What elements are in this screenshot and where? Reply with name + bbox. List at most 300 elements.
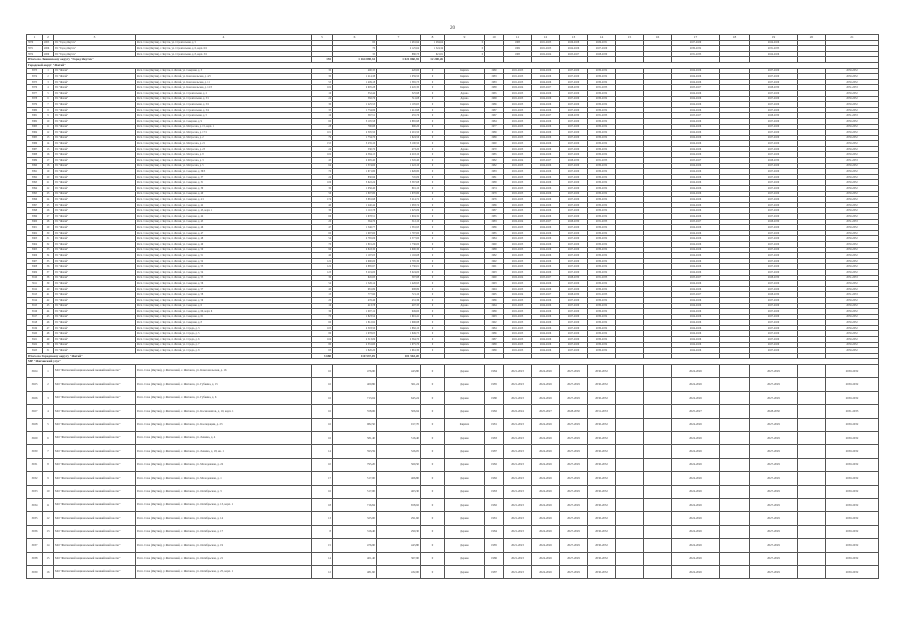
period-3: 2027-2029: [560, 445, 588, 458]
wall-material: Кирпич: [445, 230, 485, 236]
period-2: 2024-2026: [532, 314, 560, 320]
value: 0: [421, 152, 445, 158]
empty-cell: [644, 431, 672, 444]
wall-material: Кирпич: [445, 247, 485, 253]
period-2: 2024-2026: [532, 146, 560, 152]
build-year: 1974: [485, 186, 504, 192]
period-1: 2022-2024: [504, 219, 532, 225]
period-3: 2027-2029: [560, 191, 588, 197]
build-year: 1986: [485, 331, 504, 337]
period-3: 2027-2029: [560, 472, 588, 485]
municipality: ГО "Жатай": [54, 275, 136, 281]
build-year: 1967: [485, 113, 504, 119]
address: Респ. Саха (Якутия), г. Якутск, п. Жатай, ул. Северная, д. 37: [136, 174, 312, 180]
total-area: 795,20: [333, 458, 377, 471]
total-area: 1 820,20: [333, 348, 377, 354]
period-7: 2030-2032: [826, 247, 879, 253]
municipality: ГО "Жатай": [54, 186, 136, 192]
build-year: 1989: [485, 309, 504, 315]
empty-cell: [644, 405, 672, 418]
build-year: 1993: [485, 314, 504, 320]
living-area: 2 445,30: [377, 85, 421, 91]
apartments-count: 47: [312, 225, 333, 231]
total-area: 1 526,14: [333, 281, 377, 287]
total-area: 645,83: [333, 275, 377, 281]
row-number: 14: [43, 141, 54, 147]
total-area: 1 734,70: [333, 135, 377, 141]
period-6: 2027-2029: [750, 325, 798, 331]
build-year: 1990: [485, 241, 504, 247]
wall-material: Кирпич: [445, 102, 485, 108]
row-number: 51: [43, 348, 54, 354]
empty-cell: [616, 565, 644, 578]
header-cell: 11: [504, 35, 532, 41]
apartments-count: 20: [312, 297, 333, 303]
wall-material: Кирпич: [445, 320, 485, 326]
empty-cell: [720, 539, 750, 552]
period-3: 2027-2029: [560, 539, 588, 552]
period-7: 2031-2033: [826, 158, 879, 164]
row-number: 18: [43, 163, 54, 169]
municipality: ГО "Жатай": [54, 325, 136, 331]
row-number: 32: [43, 241, 54, 247]
period-5: 2024-2026: [672, 214, 720, 220]
period-1: 2021-2023: [504, 342, 532, 348]
address: Респ. Саха (Якутия), г. Якутск, п. Жатай, ул. Северная, д. 43, корп. 1: [136, 208, 312, 214]
period-4: 2030-2032: [588, 303, 616, 309]
row-id: 3930: [27, 445, 43, 458]
value: 0: [421, 472, 445, 485]
apartments-count: 102: [312, 85, 333, 91]
header-cell: 10: [485, 35, 504, 41]
build-year: 1989: [485, 130, 504, 136]
period-3: 2027-2029: [560, 90, 588, 96]
table-row: [27, 472, 879, 485]
period-2: 2024-2026: [532, 202, 560, 208]
living-area: 432,00: [377, 565, 421, 578]
row-id: 3935: [27, 512, 43, 525]
empty-cell: [720, 365, 750, 378]
municipality: МО "Жиганский национальный эвенкийский наслег": [54, 418, 136, 431]
table-row: [27, 525, 879, 538]
period-6: 2027-2029: [750, 281, 798, 287]
wall-material: Кирпич: [445, 186, 485, 192]
period-5: 2024-2026: [672, 258, 720, 264]
municipality: ГО "Жатай": [54, 68, 136, 74]
living-area: 466,80: [377, 472, 421, 485]
value: 0: [421, 214, 445, 220]
period-7: 2031-2033: [826, 275, 879, 281]
table-row: [27, 458, 879, 471]
period-4: 2030-2032: [588, 118, 616, 124]
build-year: 1988: [485, 180, 504, 186]
period-7: 2030-2032: [826, 241, 879, 247]
row-id: 3913: [27, 292, 43, 298]
period-3: 2027-2029: [560, 214, 588, 220]
apartments-count: 14: [312, 552, 333, 565]
period-3: 2027-2029: [560, 253, 588, 259]
header-cell: 4: [136, 35, 312, 41]
address: Респ. Саха (Якутия), г. Якутск, п. Жатай, ул. Матросова, д. 15, корп. 1: [136, 124, 312, 130]
period-5: 2024-2026: [672, 331, 720, 337]
apartments-count: 66: [312, 214, 333, 220]
empty-cell: [644, 552, 672, 565]
row-id: 3939: [27, 565, 43, 578]
period-1: 2021-2023: [504, 180, 532, 186]
row-number: 4: [43, 405, 54, 418]
period-4: 2030-2032: [588, 202, 616, 208]
address: Респ. Саха (Якутия), у. Жиганский, с. Жиганск, ул. Октябрьская, д. 19: [136, 539, 312, 552]
period-4: 2030-2032: [588, 314, 616, 320]
period-1: 2021-2023: [504, 552, 532, 565]
period-7: 2030-2032: [826, 214, 879, 220]
living-area: 745,09: [377, 174, 421, 180]
apartments-count: 16: [312, 365, 333, 378]
period-2: 2024-2026: [532, 348, 560, 354]
period-6: 2027-2029: [750, 180, 798, 186]
apartments-count: 30: [312, 74, 333, 80]
period-1: 2021-2023: [504, 130, 532, 136]
period-6: 2027-2029: [750, 214, 798, 220]
value: 0: [421, 118, 445, 124]
living-area: 949,60: [377, 309, 421, 315]
period-3: 2027-2029: [560, 241, 588, 247]
period-1: 2021-2023: [504, 431, 532, 444]
living-area: 473,20: [377, 146, 421, 152]
period-7: 2030-2032: [826, 135, 879, 141]
living-area: 1 882,10: [377, 325, 421, 331]
apartments-count: 36: [312, 309, 333, 315]
empty-cell: [720, 485, 750, 498]
table-cell: ГО "Город Якутск": [54, 40, 136, 46]
period-3: 2027-2029: [560, 135, 588, 141]
period-3: 2027-2029: [560, 418, 588, 431]
build-year: 1980: [485, 391, 504, 404]
empty-cell: [644, 472, 672, 485]
row-id: 3933: [27, 485, 43, 498]
period-1: 2021-2023: [504, 331, 532, 337]
period-2: 2024-2026: [532, 320, 560, 326]
row-number: 3: [43, 391, 54, 404]
value: 0: [421, 90, 445, 96]
period-3: 2027-2029: [560, 225, 588, 231]
period-2: 2025-2027: [532, 275, 560, 281]
period-5: 2024-2026: [672, 309, 720, 315]
period-6: 2027-2029: [750, 485, 798, 498]
total-area: 2 513,09: [333, 337, 377, 343]
period-7: 2030-2032: [826, 418, 879, 431]
total-area: 476,46: [333, 297, 377, 303]
period-1: 2021-2023: [504, 337, 532, 343]
table-cell: 1982: [504, 46, 532, 52]
municipality: ГО "Жатай": [54, 208, 136, 214]
build-year: 1979: [485, 191, 504, 197]
municipality: ГО "Жатай": [54, 230, 136, 236]
empty-cell: [644, 565, 672, 578]
wall-material: Дерево: [445, 405, 485, 418]
row-id: 3923: [27, 348, 43, 354]
period-2: 2024-2026: [532, 214, 560, 220]
build-year: 1965: [485, 90, 504, 96]
municipality: ГО "Жатай": [54, 74, 136, 80]
address: Респ. Саха (Якутия), г. Якутск, п. Жатай, ул. Северная, д. 4/1: [136, 197, 312, 203]
header-cell: 2: [43, 35, 54, 41]
build-year: 1976: [485, 197, 504, 203]
period-7: 2030-2032: [826, 378, 879, 391]
period-2: 2024-2026: [532, 264, 560, 270]
period-7: 2030-2032: [826, 130, 879, 136]
period-4: 2030-2032: [588, 342, 616, 348]
empty-cell: [644, 485, 672, 498]
total-area: 530,70: [333, 146, 377, 152]
section-title: Итого по Ленинскому округу "Город Якутск": [27, 57, 312, 63]
period-1: 2021-2023: [504, 90, 532, 96]
wall-material: Кирпич: [445, 107, 485, 113]
address: Респ. Саха (Якутия), г. Якутск, п. Жатай, ул. Северная, д. 31: [136, 180, 312, 186]
period-4: 2030-2032: [588, 337, 616, 343]
value: 0: [421, 264, 445, 270]
period-6: 2027-2029: [750, 225, 798, 231]
empty-cell: [720, 565, 750, 578]
address: Респ. Саха (Якутия), г. Якутск, п. Жатай, ул. Матросова, д. 21: [136, 141, 312, 147]
table-cell: 2031-2033: [750, 46, 798, 52]
period-2: 2024-2026: [532, 253, 560, 259]
row-id: 3888: [27, 152, 43, 158]
build-year: 1985: [485, 230, 504, 236]
municipality: ГО "Жатай": [54, 236, 136, 242]
period-4: 2031-2033: [588, 275, 616, 281]
empty-cell: [644, 418, 672, 431]
row-id: 3875: [27, 79, 43, 85]
living-area: 511,08: [377, 96, 421, 102]
table-row: [27, 405, 879, 418]
row-number: 47: [43, 325, 54, 331]
living-area: 5 214,72: [377, 197, 421, 203]
wall-material: Кирпич: [445, 158, 485, 164]
row-id: 3894: [27, 186, 43, 192]
row-id: 3904: [27, 241, 43, 247]
build-year: 1983: [485, 219, 504, 225]
total-living-area: 101 563,20: [377, 353, 421, 359]
municipality: МО "Жиганский национальный эвенкийский наслег": [54, 378, 136, 391]
municipality: МО "Жиганский национальный эвенкийский наслег": [54, 512, 136, 525]
period-2: 2024-2026: [532, 365, 560, 378]
period-2: 2024-2026: [532, 102, 560, 108]
total-area: 1 214,38: [333, 74, 377, 80]
period-5: 2024-2026: [672, 342, 720, 348]
row-number: 15: [43, 146, 54, 152]
period-5: 2024-2026: [672, 264, 720, 270]
apartments-count: 70: [312, 169, 333, 175]
table-row: [27, 498, 879, 511]
row-number: 8: [43, 107, 54, 113]
empty-cell: [720, 445, 750, 458]
value: 0: [421, 85, 445, 91]
table-cell: 2006: [43, 46, 54, 52]
period-4: 2030-2032: [588, 247, 616, 253]
period-1: 2021-2023: [504, 107, 532, 113]
period-3: 2028-2030: [560, 219, 588, 225]
row-number: 37: [43, 269, 54, 275]
value: 0: [421, 309, 445, 315]
row-id: 3903: [27, 236, 43, 242]
empty-cell: [798, 498, 826, 511]
total-area: 1 110,78: [333, 208, 377, 214]
period-4: 2030-2032: [588, 498, 616, 511]
row-number: 9: [43, 472, 54, 485]
period-6: 2027-2029: [750, 247, 798, 253]
table-row: [27, 485, 879, 498]
living-area: 407,35: [377, 303, 421, 309]
wall-material: Дерево: [445, 146, 485, 152]
period-2: 2024-2026: [532, 107, 560, 113]
row-number: 44: [43, 309, 54, 315]
period-7: 2030-2032: [826, 169, 879, 175]
period-3: 2027-2029: [560, 79, 588, 85]
period-5: 2025-2027: [672, 113, 720, 119]
wall-material: Дерево: [445, 431, 485, 444]
empty-cell: [798, 458, 826, 471]
build-year: 1986: [485, 297, 504, 303]
address: Респ. Саха (Якутия), г. Якутск, п. Жатай, ул. Северная, д. 49: [136, 241, 312, 247]
period-7: 2030-2032: [826, 225, 879, 231]
row-id: 3926: [27, 391, 43, 404]
row-number: 12: [43, 512, 54, 525]
wall-material: Кирпич: [445, 191, 485, 197]
row-number: 17: [43, 158, 54, 164]
row-id: 3907: [27, 258, 43, 264]
table-cell: 1 284,64: [421, 40, 445, 46]
wall-material: Дерево: [445, 391, 485, 404]
apartments-count: 79: [312, 135, 333, 141]
period-3: 2027-2029: [560, 286, 588, 292]
row-number: 34: [43, 253, 54, 259]
header-cell: 18: [720, 35, 750, 41]
empty-cell: [720, 525, 750, 538]
period-3: 2028-2030: [560, 158, 588, 164]
row-number: 30: [43, 230, 54, 236]
municipality: ГО "Жатай": [54, 96, 136, 102]
apartments-count: 70: [312, 314, 333, 320]
period-6: 2027-2029: [750, 141, 798, 147]
period-3: 2027-2029: [560, 365, 588, 378]
build-year: 1982: [485, 405, 504, 418]
wall-material: Кирпич: [445, 236, 485, 242]
empty-cell: [644, 365, 672, 378]
table-cell: 3871: [27, 46, 43, 52]
table-cell: 0: [445, 46, 485, 52]
period-2: 2024-2026: [532, 197, 560, 203]
value: 0: [421, 258, 445, 264]
period-1: 2021-2023: [504, 174, 532, 180]
empty-cell: [644, 525, 672, 538]
period-4: 2030-2032: [588, 102, 616, 108]
period-2: 2024-2026: [532, 309, 560, 315]
period-5: 2024-2026: [672, 552, 720, 565]
period-6: 2027-2029: [750, 552, 798, 565]
period-3: 2027-2029: [560, 247, 588, 253]
period-3: 2028-2030: [560, 113, 588, 119]
row-number: 46: [43, 320, 54, 326]
apartments-count: 16: [312, 391, 333, 404]
build-year: 1982: [485, 458, 504, 471]
period-7: 2030-2032: [826, 258, 879, 264]
period-1: 2021-2023: [504, 445, 532, 458]
period-5: 2024-2026: [672, 281, 720, 287]
living-area: 2 730,01: [377, 264, 421, 270]
address: Респ. Саха (Якутия), г. Якутск, п. Жатай, ул. Матросова, д. 5: [136, 163, 312, 169]
section-title: Итого по Городскому округу "Жатай": [27, 353, 312, 359]
value: 0: [421, 130, 445, 136]
build-year: 1970: [485, 146, 504, 152]
empty-cell: [720, 418, 750, 431]
row-id: 3901: [27, 225, 43, 231]
period-3: 2027-2029: [560, 512, 588, 525]
period-5: 2024-2026: [672, 458, 720, 471]
period-3: 2027-2029: [560, 180, 588, 186]
value: 0: [421, 498, 445, 511]
empty-cell: [720, 498, 750, 511]
period-3: 2027-2029: [560, 391, 588, 404]
value: 0: [421, 331, 445, 337]
row-number: 45: [43, 314, 54, 320]
address: Респ. Саха (Якутия), г. Якутск, п. Жатай, ул. Северная, д. 3: [136, 68, 312, 74]
value: 0: [421, 158, 445, 164]
build-year: 1983: [485, 79, 504, 85]
period-4: 2030-2032: [588, 286, 616, 292]
living-area: 443,80: [377, 365, 421, 378]
wall-material: Кирпич: [445, 79, 485, 85]
apartments-count: 16: [312, 485, 333, 498]
period-6: 2027-2029: [750, 208, 798, 214]
period-6: 2027-2029: [750, 458, 798, 471]
row-id: 3910: [27, 275, 43, 281]
value: 0: [421, 219, 445, 225]
wall-material: Кирпич: [445, 225, 485, 231]
address: Респ. Саха (Якутия), г. Якутск, п. Жатай, ул. Матросова, д. 2: [136, 135, 312, 141]
value: 0: [421, 141, 445, 147]
empty-cell: [798, 472, 826, 485]
period-5: 2025-2027: [672, 85, 720, 91]
empty-cell: [616, 391, 644, 404]
total-area: 581,40: [333, 431, 377, 444]
living-area: 1 222,10: [377, 163, 421, 169]
table-cell: 2021-2023: [532, 46, 560, 52]
table-cell: 2025-2027: [560, 51, 588, 57]
municipality: ГО "Жатай": [54, 269, 136, 275]
row-number: 19: [43, 169, 54, 175]
value: 0: [421, 107, 445, 113]
period-5: 2024-2026: [672, 225, 720, 231]
row-id: 3931: [27, 458, 43, 471]
row-id: 3909: [27, 269, 43, 275]
empty-cell: [720, 405, 750, 418]
period-6: 2027-2029: [750, 96, 798, 102]
period-7: 2030-2032: [826, 552, 879, 565]
period-6: 2027-2029: [750, 186, 798, 192]
value: 0: [421, 365, 445, 378]
period-3: 2027-2029: [560, 485, 588, 498]
period-6: 2027-2029: [750, 236, 798, 242]
row-id: 3897: [27, 202, 43, 208]
period-6: 2027-2029: [750, 331, 798, 337]
period-1: 2021-2023: [504, 264, 532, 270]
period-1: 2021-2023: [504, 68, 532, 74]
period-7: 2030-2032: [826, 68, 879, 74]
period-4: 2030-2032: [588, 281, 616, 287]
period-6: 2027-2029: [750, 74, 798, 80]
row-number: 16: [43, 152, 54, 158]
